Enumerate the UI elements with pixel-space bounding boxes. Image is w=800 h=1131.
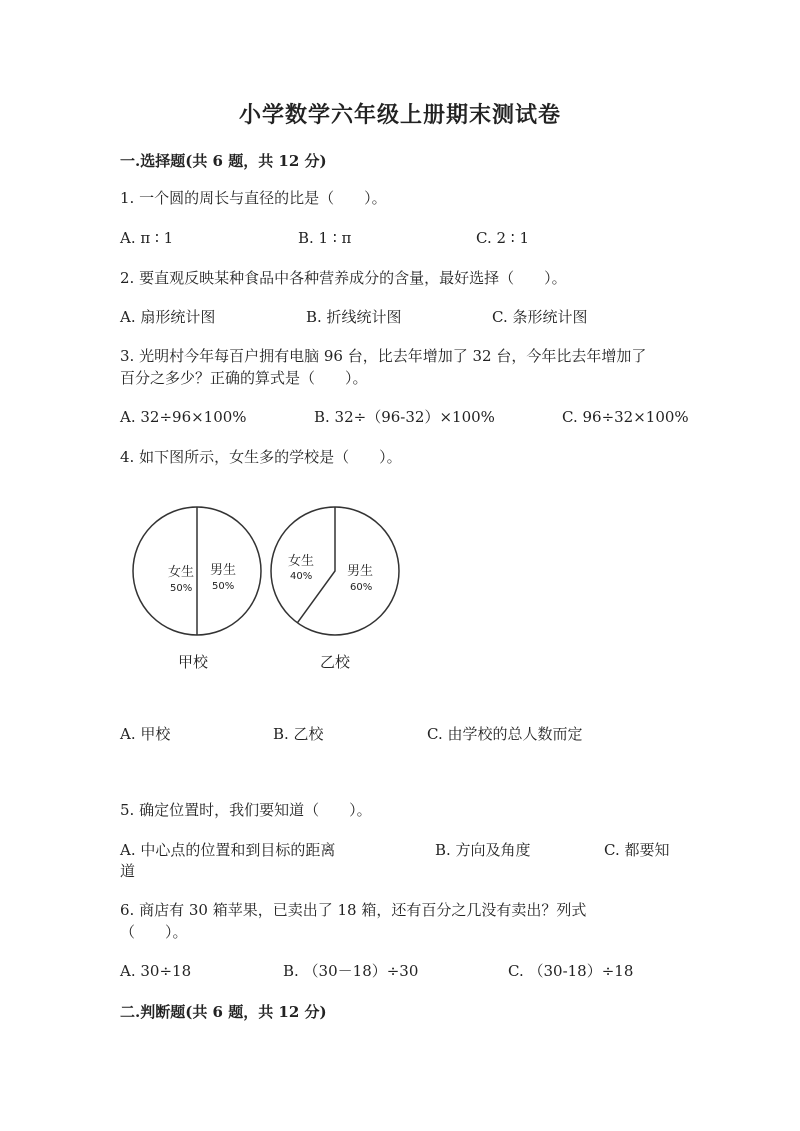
- pie-chart-jia: [133, 507, 261, 671]
- section-heading-choice: 一.选择题(共 6 题，共 12 分): [120, 152, 327, 170]
- pie-chart-yi: [271, 507, 399, 671]
- q5-option-c-wrap: 道: [120, 862, 136, 880]
- question-2: 2. 要直观反映某种食品中各种营养成分的含量，最好选择（ ）。: [120, 269, 567, 287]
- q2-option-b: B. 折线统计图: [306, 308, 402, 326]
- pie-jia-girls-pct: 50%: [170, 583, 193, 594]
- pie-jia-boys-label: 男生: [210, 563, 237, 578]
- question-4: 4. 如下图所示，女生多的学校是（ ）。: [120, 448, 402, 466]
- question-3-line-2: 百分之多少？正确的算式是（ ）。: [120, 369, 368, 387]
- pie-yi-girls-label: 女生: [288, 554, 315, 569]
- q3-option-a: A. 32÷96×100%: [120, 408, 247, 426]
- q2-option-a: A. 扇形统计图: [120, 308, 216, 326]
- pie-jia-title: 甲校: [178, 653, 209, 671]
- q1-option-a: A. π ∶ 1: [120, 229, 174, 247]
- q4-option-a: A. 甲校: [120, 725, 171, 743]
- pie-yi-girls-pct: 40%: [290, 571, 313, 582]
- question-6-line-2: （ ）。: [120, 923, 188, 941]
- q5-option-c: C. 都要知: [604, 841, 670, 859]
- q2-option-c: C. 条形统计图: [492, 308, 588, 326]
- q6-option-c: C. （30-18）÷18: [508, 962, 634, 980]
- pie-yi-boys-pct: 60%: [350, 582, 373, 593]
- question-1: 1. 一个圆的周长与直径的比是（ ）。: [120, 189, 387, 207]
- pie-yi-title: 乙校: [320, 653, 351, 671]
- q6-option-a: A. 30÷18: [120, 962, 192, 980]
- pie-charts-figure: [120, 495, 420, 685]
- q1-option-b: B. 1 ∶ π: [298, 229, 352, 247]
- question-6-line-1: 6. 商店有 30 箱苹果，已卖出了 18 箱，还有百分之几没有卖出？列式: [120, 901, 587, 919]
- q3-option-c: C. 96÷32×100%: [562, 408, 689, 426]
- q5-option-a: A. 中心点的位置和到目标的距离: [120, 841, 336, 859]
- question-3-line-1: 3. 光明村今年每百户拥有电脑 96 台，比去年增加了 32 台，今年比去年增加了: [120, 347, 647, 365]
- section-heading-judgement: 二.判断题(共 6 题，共 12 分): [120, 1003, 327, 1021]
- question-5: 5. 确定位置时，我们要知道（ ）。: [120, 801, 372, 819]
- pie-charts-svg: [120, 495, 420, 685]
- page-title: 小学数学六年级上册期末测试卷: [238, 102, 561, 128]
- pie-yi-boys-label: 男生: [347, 564, 374, 579]
- q4-option-c: C. 由学校的总人数而定: [427, 725, 583, 743]
- pie-jia-boys-pct: 50%: [212, 581, 235, 592]
- pie-jia-girls-label: 女生: [168, 565, 195, 580]
- q5-option-b: B. 方向及角度: [435, 841, 531, 859]
- q3-option-b: B. 32÷（96-32）×100%: [314, 408, 495, 426]
- q6-option-b: B. （30－18）÷30: [283, 962, 419, 980]
- q1-option-c: C. 2 ∶ 1: [476, 229, 530, 247]
- q4-option-b: B. 乙校: [273, 725, 324, 743]
